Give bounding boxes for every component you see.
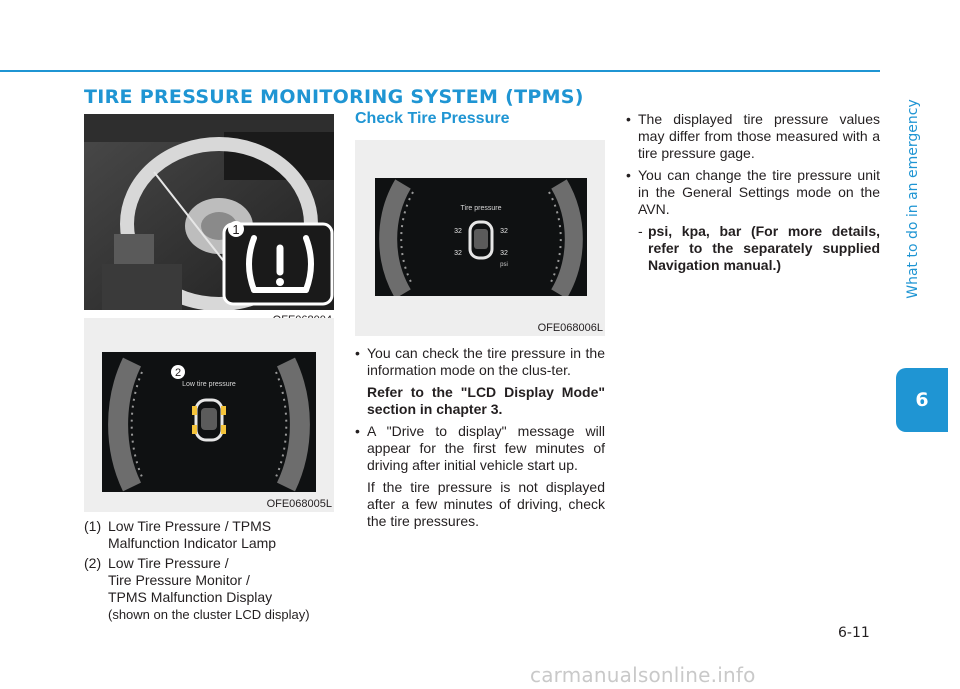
- check-bullet-2-continued: If the tire pressure is not displayed after a few minutes of driving, check the tire pressures.: [367, 479, 605, 529]
- side-chapter-label-text: What to do in an emergency: [905, 99, 921, 299]
- cluster-lcd-screen: [375, 178, 587, 296]
- right-bullet-2: • You can change the tire pressure unit in the General Settings mode on the AVN.: [626, 167, 880, 218]
- footer-watermark-url: carmanualsonline.info: [530, 663, 756, 687]
- tire-value-rear-right: 32: [500, 250, 508, 257]
- legend-line: Low Tire Pressure /: [108, 555, 229, 571]
- page-number: 6-11: [838, 625, 870, 641]
- chapter-tab[interactable]: 6: [896, 368, 948, 432]
- tire-pressure-unit: psi: [500, 262, 508, 268]
- screen-low-tire-text: Low tire pressure: [182, 381, 236, 388]
- legend-number: (1): [84, 518, 102, 534]
- figure-caption: OFE068005L: [266, 498, 332, 510]
- legend-line: Malfunction Indicator Lamp: [108, 535, 277, 551]
- legend-line: TPMS Malfunction Display: [108, 589, 273, 605]
- dash-marker: -: [638, 223, 643, 239]
- check-bullet-2: • A "Drive to display" message will appear for the first few minutes of driving after initial vehicle start up.: [355, 423, 605, 474]
- right-sub-item-text: psi, kpa, bar (For more details, refer to the separately supplied Navigation manual.): [648, 223, 880, 273]
- cluster-lcd-screen: [102, 352, 316, 492]
- check-bullet-1: • You can check the tire pressure in the information mode on the clus-ter.: [355, 345, 605, 379]
- tire-value-front-left: 32: [454, 228, 462, 235]
- tire-value-front-right: 32: [500, 228, 508, 235]
- figure-caption: OFE068006L: [537, 322, 603, 334]
- screen-tire-pressure-title: Tire pressure: [460, 205, 502, 212]
- legend-note: (shown on the cluster LCD display): [108, 607, 310, 622]
- right-bullet-1: • The displayed tire pressure values may differ from those measured with a tire pressure gage.: [626, 111, 880, 162]
- figure-cluster-low-pressure: [84, 318, 334, 512]
- legend-line: Low Tire Pressure / TPMS: [108, 518, 272, 534]
- right-sub-item: [626, 223, 880, 274]
- legend-item-2: [84, 555, 344, 623]
- tire-value-rear-left: 32: [454, 250, 462, 257]
- top-rule: [0, 70, 880, 72]
- legend-line: Tire Pressure Monitor /: [108, 572, 250, 588]
- legend-number: (2): [84, 555, 102, 571]
- legend-item-1: [84, 518, 344, 552]
- car-top-view-icon: [470, 222, 492, 258]
- section-title: TIRE PRESSURE MONITORING SYSTEM (TPMS): [84, 86, 584, 108]
- figure-cluster-tire-pressure: [355, 140, 605, 336]
- check-bullet-1-reference: Refer to the "LCD Display Mode" section in chapter 3.: [367, 384, 605, 417]
- steering-wheel-photo: [84, 114, 334, 310]
- subsection-title: Check Tire Pressure: [355, 110, 510, 127]
- car-top-view-icon: [192, 400, 226, 440]
- callout-2: 2: [174, 367, 182, 379]
- right-text-column: [626, 111, 880, 274]
- callout-1: 1: [232, 222, 240, 237]
- figure-legend-list: [84, 518, 344, 626]
- check-text-column: [355, 345, 605, 530]
- side-chapter-label: [896, 18, 930, 380]
- figure-steering-wheel: [84, 114, 334, 310]
